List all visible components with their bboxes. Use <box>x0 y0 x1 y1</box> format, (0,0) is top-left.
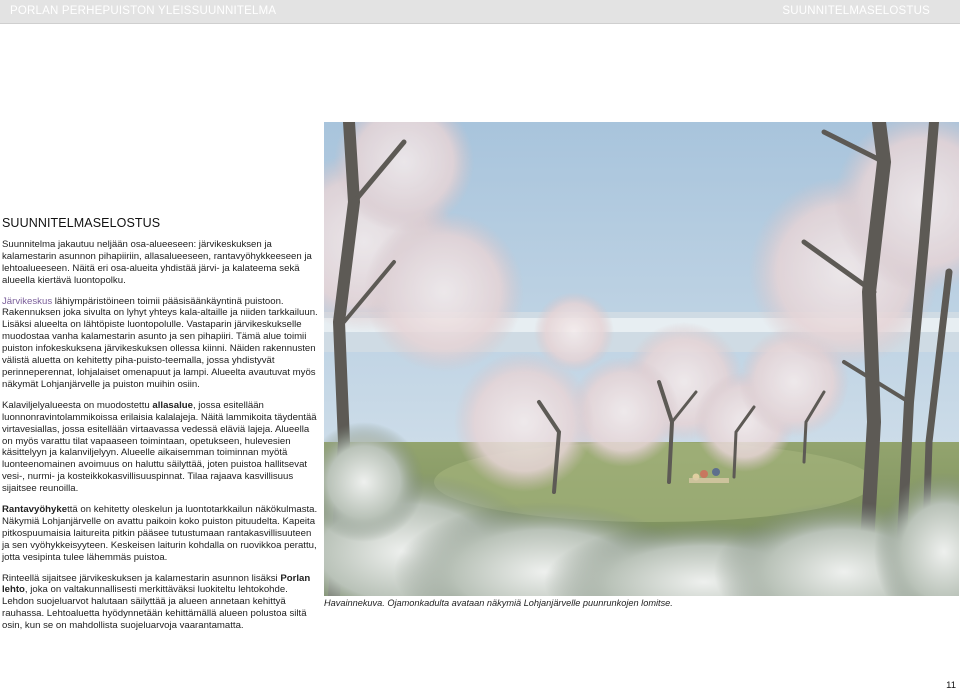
document-title: PORLAN PERHEPUISTON YLEISSUUNNITELMA <box>10 5 277 17</box>
text-column <box>2 218 318 641</box>
paragraph-lehto-text: , joka on valtakunnallisesti merkittäväksi luokiteltu lehtokohde. Lehdon suojeluarvot halutaan säilyttää ja alueen annetaan kehittyä rauhassa. Lehtoaluetta hyödynnetään kehittämällä alueen polustoa siltä osin, kun se on mahdollista suojeluarvoja vaarantamatta. <box>2 584 307 632</box>
paragraph-intro: Suunnitelma jakautuu neljään osa-alueeseen: järvikeskuksen ja kalamestarin asunnon pihapiiriin, allasalueeseen, rantavyöhykkeeseen ja lehtoalueeseen. Näitä eri osa-alueita yhdistää järvi- ja kalateema sekä alueella kiertävä luontopolku. <box>2 238 312 286</box>
paragraph-lehto-start: Rinteellä sijaitsee järvikeskuksen ja kalamestarin asunnon lisäksi <box>2 572 281 584</box>
term-jarvikeskus: Järvikeskus <box>2 295 53 307</box>
paragraph-jarvikeskus-text: lähiympäristöineen toimii pääsisäänkäyntinä puistoon. Rakennuksen joka sivulta on lyhyt yhteys kala-altaille ja niiden tarkkailuun. Lisäksi alueelta on lähtöpiste luontopolulle. Vastaparin järvikeskukselle muodostaa vanha kalamestarin asunto ja sen pihapiiri. Tämä alue toimii puiston infokeskuksena järvikeskuksen ollessa kiinni. Näiden rakennusten välistä aluetta on kehitetty piha-puisto-teemalla, jossa yhdistyvät perinneperennat, lohjalaiset omenapuut ja lampi. Alueelta avautuvat myös näkymät Lohjanjärvelle ja puiston muihin osiin. <box>2 295 318 390</box>
paragraph-allasalue-text: , jossa esitellään luonnonravintolammikoissa erilaisia kalalajeja. Näitä lammikoita täydentää virtavesiallas, jossa esitellään virtaavassa vedessä eläviä lajeja. Alueella on myös varattu tilat vapaaseen toimintaan, opetukseen, hulevesien käsittelyyn ja kalanviljelyyn. Alueelle aikaisemman toiminnan myötä luonteenomainen avoimuus on haluttu säilyttää, joten puistoa hallitsevat vesi-, nurmi- ja kosteikkokasvillisuuspinnat. Tilaa rajaava kasvillisuus sijaitsee reunoilla. <box>2 399 317 495</box>
illustration-image <box>324 122 959 596</box>
paragraph-allasalue <box>2 400 318 495</box>
paragraph-rantavyohyke <box>2 504 318 564</box>
section-label: SUUNNITELMASELOSTUS <box>782 5 930 17</box>
paragraph-allasalue-start: Kalaviljelyalueesta on muodostettu <box>2 399 153 411</box>
term-allasalue: allasalue <box>152 399 193 411</box>
page-number: 11 <box>946 680 956 690</box>
term-rantavyohyke: Rantavyöhyke <box>2 504 68 516</box>
term-porlan-lehto: Porlan lehto <box>2 572 311 596</box>
paragraph-rantavyohyke-text: ttä on kehitetty oleskelun ja luontotarkkailun näkökulmasta. Näkymiä Lohjanjärvelle on avattu paikoin koko puiston pituudelta. Kapeita pitkospuumaisia laitureita pitkin pääsee tutustumaan rantakasvillisuuteen ja sen vyöhykkeisyyteen. Keskeisen laiturin kohdalla on ruovikkoa perattu, jotta vesipinta tulee lähemmäs puistoa. <box>2 504 318 563</box>
paragraph-jarvikeskus <box>2 296 318 391</box>
figure-caption: Havainnekuva. Ojamonkadulta avataan näkymiä Lohjanjärvelle puunrunkojen lomitse. <box>324 598 673 608</box>
paragraph-lehto <box>2 573 318 633</box>
header-bar <box>0 0 960 24</box>
page-title: SUUNNITELMASELOSTUS <box>2 216 161 230</box>
